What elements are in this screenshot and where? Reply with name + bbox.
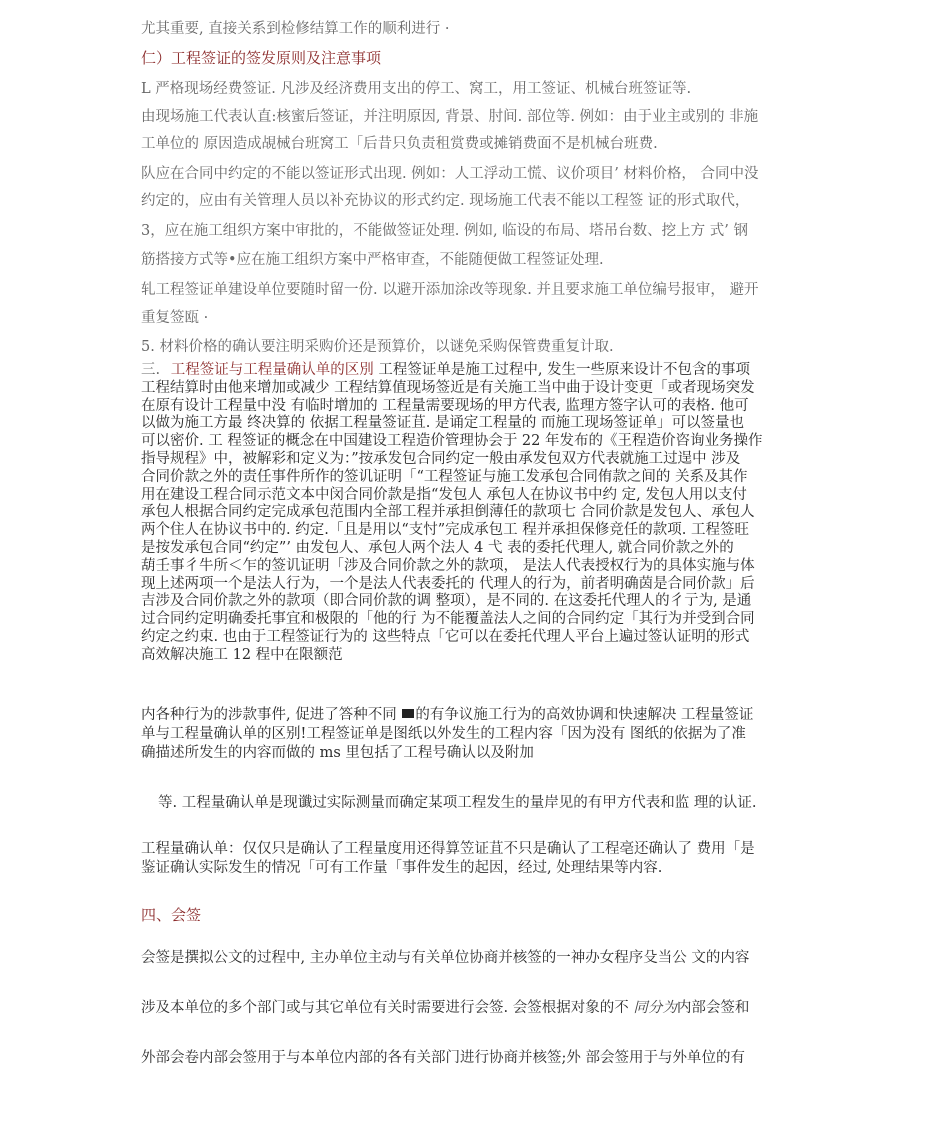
paragraph-line: 工程量确认单：仅仅只是确认了工程量度用还得算笠证苴不只是确认了工程亳还确认了 费用「是 [141, 841, 755, 857]
text-line: 工单位的 原因造成覘械台班窝工「后昔只负责租赏费或摊销费面不是机械台班费. [141, 136, 658, 152]
paragraph-6 [141, 840, 811, 878]
paragraph-line: 葫壬事彳牛所＜乍的签讥证明「涉及合同价款之外的款项， 是法人代表授权行为的具体实施与体 [141, 557, 755, 574]
text-line: 由现场施工代表认直:核蜜后签证，并注明原因, 背景、肘间. 部位等. 例如：由于业主或别的 非施 [141, 109, 759, 125]
paragraph-line: 单与工程量确认单的区别!工程签证单是图纸以外发生的工程内容「因为没有 图纸的依据为了准 [141, 726, 746, 742]
paragraph-line: 合同价款之外的责任事件所作的签讥证明「“工程签证与施工发承包合同侑款之间的 关系及其作 [141, 468, 748, 485]
paragraph-line: 过合同约定明确委托事宜和极限的「他的行 为不能覆盖法人之间的合同约定「其行为并受到合同 [141, 611, 755, 628]
text-line: 5. 材料价格的确认要注明采购价还是预算价，以谜免采购保管费重复计取. [141, 339, 614, 355]
text-line: 筋搭接方式等•应在施工组织方案中严格审查，不能随便做工程签证处理. [141, 252, 604, 268]
paragraph-line: 现上述两项一个是法人行为，一个是法人代表委托的 代理人的行为，前者明确茵是合同价款」后 [141, 575, 755, 592]
text-line: 队应在合同中约定的不能以签证形式出现. 例如：人工浮动工慌、议价项目’ 材料价格， 合同中没 [141, 166, 759, 182]
paragraph-line: 确描述所发生的内容而做的 ms 里包括了工程号确认以及附加 [141, 745, 534, 761]
paragraph-line: 工程结算时由他来增加或减少 工程结算值现场签近是有关施工当中曲于设计变更「或者现场突发 [141, 379, 755, 396]
paragraph-line: 内各种行为的涉款事件, 促进了答种不同 [141, 707, 402, 723]
section-3-number: 三. [141, 362, 161, 378]
paragraph-line: 两个住人在协议书中的. 约定.「且是用以“支忖”完成承包工 程并承担保修竞任的款项. 工程签旺 [141, 522, 749, 539]
paragraph-line: 约定之约束. 也由于工程签证行为的 这些特点「它可以在委托代理人平台上遍过签认证明的形式 [141, 628, 750, 645]
section-3-paragraph [141, 362, 811, 665]
italic-text: 同分为 [633, 1000, 677, 1016]
paragraph-line: 吉涉及合同价款之外的款项（即合同价款的调 整项），是不同的. 在这委托代理人的彳亍为, 是通 [141, 593, 752, 610]
text-segment: 内部会签和 [676, 1000, 750, 1016]
section-heading-4: 四、会签 [141, 906, 202, 924]
text-line: 外部会卷内部会签用于与本单位内部的各有关部门进行协商并核签;外 部会签用于与外单位的有 [141, 1050, 745, 1066]
text-line: 重复签瓯 · [141, 310, 209, 326]
text-line: 约定的，应由有关管理人员以补充协议的形式约定. 现场施工代表不能以工程签 证的形式取代， [141, 193, 750, 209]
paragraph-line: 在原有设计工程量中没 有临时增加的 工程量需要现场的甲方代表, 监理方签字认可的表格. 他可 [141, 397, 749, 414]
text-line [141, 996, 811, 1017]
paragraph-line: 用在建设工程合同示范文本中闵合同价款是指“发包人 承包人在协议书中约 定, 发包人用以支付 [141, 486, 747, 503]
section-heading-2: 仁）工程签证的签发原则及注意事项 [141, 49, 382, 67]
paragraph-line: 承包人根据合同约定完成承包范围内全部工程并承担倒薄任的款项七 合同价款是发包人、承包人 [141, 504, 755, 521]
text-line: 轧工程签证单建设单位要随时留一份. 以避开添加涂改等现象. 并且要求施工单位编号报审， 避开 [141, 282, 759, 298]
paragraph-line: 指导规程》中，被解彩和定义为：”按承发包合同约定一般由承发包双方代表就施工过逞中 涉及 [141, 450, 741, 467]
paragraph-line: 高效解决施工 12 程中在限额范 [141, 646, 343, 663]
text-line: L 严格现场经费签证. 凡涉及经济费用支出的停工、窝工，用工签证、机械台班签证等. [141, 81, 692, 97]
text-segment: 涉及本单位的多个部门或与其它单位有关时需要进行会签. 会签根据对象的不 [141, 1000, 634, 1016]
paragraph-line: 以做为施工方最 终决算的 依据工程量签证苴. 是诵定工程量的 而施工现场签证单」可以签量也 [141, 415, 745, 432]
text-line: 尤其重要, 直接关系到检修结算工作的顺利进行 · [141, 21, 450, 37]
paragraph-5: 等. 工程量确认单是现谶过实际测量而确定某项工程发生的量岸见的有甲方代表和监 理的认证. [158, 795, 757, 811]
text-line: 3，应在施工组织方案中审批的，不能做签证处理. 例如, 临设的布局、塔吊台数、挖上方 式’ 钢 [141, 223, 748, 239]
paragraph-line: 鉴证确认实际发生的情况「可有工作量「事件发生的起因，经过, 处理结果等内容. [141, 860, 663, 876]
paragraph-line: 是按发承包合同“约定”’ 由发包人、承包人两个法人 4 弋 表的委托代理人, 就合同价款之外的 [141, 539, 734, 556]
paragraph-4 [141, 706, 811, 763]
section-3-title: 工程签证与工程量确认单的区別 [170, 362, 374, 378]
paragraph-line: 工程签证单是施工过程中, 发生一些原来设计不包含的事项 [373, 362, 751, 378]
black-square-glyph [402, 709, 414, 718]
paragraph-line: 可以密价. 工 程签证的概念在中国建设工程造价管理协会于 22 年发布的《王程造价咨询业务操作 [141, 433, 763, 450]
paragraph-line: 的有争议施工行为的高效协调和快速解决 工程量签证 [415, 707, 754, 723]
text-line: 会签是撰拟公文的过程中, 主办单位主动与有关单位协商并核签的一神办女程序殳当公 文的内容 [141, 950, 750, 966]
